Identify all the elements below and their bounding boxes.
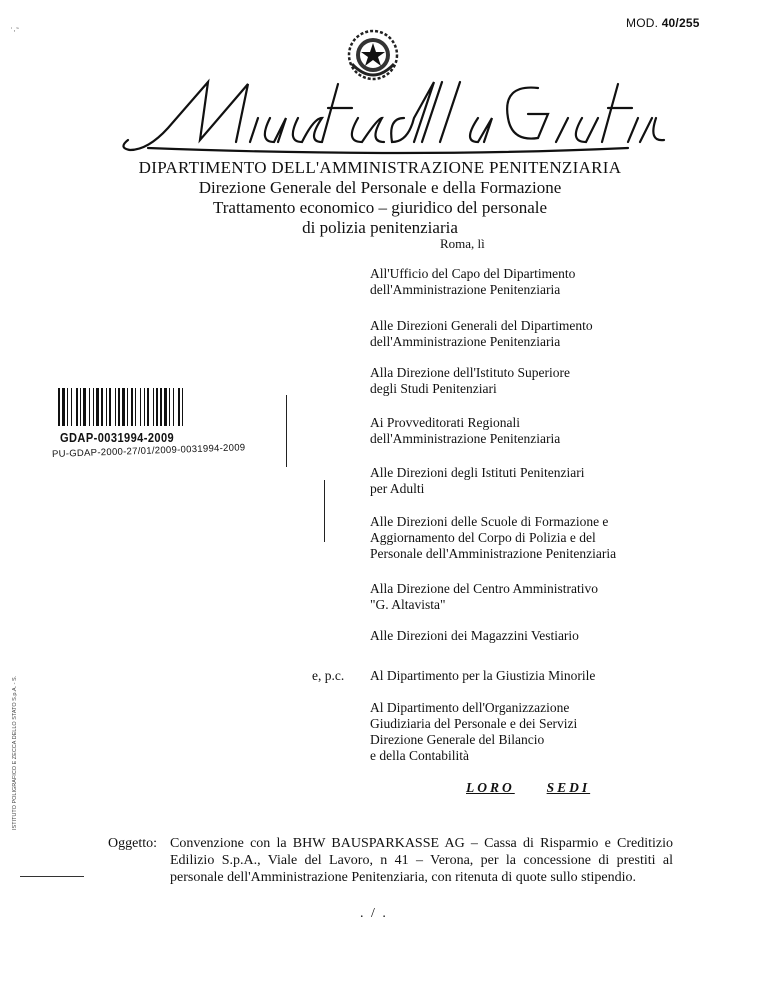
- barcode-number: GDAP-0031994-2009: [60, 430, 175, 445]
- barcode-bar: [164, 388, 167, 426]
- recipient-scuole-formazione: Alle Direzioni delle Scuole di Formazione e Aggiornamento del Corpo di Polizia e del Personale dell'Amministrazione Penitenziaria: [370, 514, 617, 561]
- recipient-organizzazione-giudiziaria: Al Dipartimento dell'Organizzazione Giudiziaria del Personale e dei Servizi Direzione Generale del Bilancio e della Contabilità: [370, 700, 578, 763]
- ministry-logotype: [108, 78, 668, 160]
- barcode-bar: [96, 388, 99, 426]
- barcode-bar: [106, 388, 107, 426]
- barcode-bar: [76, 388, 78, 426]
- barcode-bar: [67, 388, 68, 426]
- margin-line: [324, 480, 325, 542]
- recipient-istituto-superiore: Alla Direzione dell'Istituto Superiore degli Studi Penitenziari: [370, 365, 571, 396]
- recipient-centro-amministrativo: Alla Direzione del Centro Amministrativo "G. Altavista": [370, 581, 598, 612]
- barcode-bar: [127, 388, 128, 426]
- form-code: MOD. 40/255: [626, 16, 700, 30]
- epc-label: e, p.c.: [312, 668, 345, 683]
- stamp-divider: [286, 395, 287, 467]
- barcode-bar: [144, 388, 145, 426]
- barcode-bar: [178, 388, 180, 426]
- subtitle-line-3: di polizia penitenziaria: [302, 218, 458, 237]
- margin-dash: [20, 876, 84, 877]
- subject-block: [108, 835, 673, 886]
- barcode-bar: [173, 388, 174, 426]
- continuation-mark: . / .: [360, 906, 388, 921]
- barcode-bar: [115, 388, 116, 426]
- barcode-bar: [156, 388, 158, 426]
- subject-label: Oggetto:: [108, 836, 157, 851]
- printer-imprint: ISTITUTO POLIGRAFICO E ZECCA DELLO STATO S.p.A. - S.: [12, 675, 18, 830]
- barcode-bar: [62, 388, 65, 426]
- place-date: Roma, lì: [440, 236, 485, 251]
- recipient-direzioni-generali: Alle Direzioni Generali del Dipartimento dell'Amministrazione Penitenziaria: [370, 318, 593, 349]
- recipient-istituti-penitenziari: Alle Direzioni degli Istituti Penitenziari per Adulti: [370, 465, 585, 496]
- barcode-bar: [89, 388, 90, 426]
- barcode: [58, 388, 278, 426]
- loro-sedi: LORO SEDI: [466, 780, 591, 795]
- subtitle-line-1: Direzione Generale del Personale e della Formazione: [198, 178, 562, 197]
- barcode-bar: [131, 388, 133, 426]
- department-name: DIPARTIMENTO DELL'AMMINISTRAZIONE PENITENZIARIA: [138, 158, 622, 177]
- subject-text: Convenzione con la BHW BAUSPARKASSE AG – Cassa di Risparmio e Creditizio Edilizio S.p.A., Viale del Lavoro, n 41 – Verona, per la concessione di prestiti al personale dell'Amministrazione Penitenziaria, con ritenuta di quote sullo stipendio.: [170, 836, 673, 885]
- republic-emblem-icon: [346, 28, 400, 82]
- barcode-bar: [101, 388, 103, 426]
- barcode-bar: [140, 388, 141, 426]
- barcode-bar: [135, 388, 136, 426]
- recipient-capo-dipartimento: All'Ufficio del Capo del Dipartimento dell'Amministrazione Penitenziaria: [370, 266, 576, 297]
- barcode-bar: [118, 388, 120, 426]
- corner-specks: ˙·˜: [10, 26, 19, 36]
- barcode-bar: [169, 388, 170, 426]
- barcode-bar: [109, 388, 111, 426]
- barcode-bar: [58, 388, 60, 426]
- barcode-bar: [153, 388, 154, 426]
- recipient-magazzini-vestiario: Alle Direzioni dei Magazzini Vestiario: [370, 628, 579, 643]
- barcode-bar: [93, 388, 94, 426]
- subtitle-line-2: Trattamento economico – giuridico del personale: [212, 198, 548, 217]
- recipient-provveditorati: Ai Provveditorati Regionali dell'Amministrazione Penitenziaria: [370, 415, 561, 446]
- barcode-bar: [160, 388, 162, 426]
- barcode-bar: [83, 388, 86, 426]
- protocol-line: PU-GDAP-2000-27/01/2009-0031994-2009: [51, 442, 246, 460]
- barcode-bar: [147, 388, 149, 426]
- barcode-bar: [71, 388, 72, 426]
- barcode-bar: [80, 388, 81, 426]
- barcode-bar: [122, 388, 125, 426]
- recipient-giustizia-minorile: Al Dipartimento per la Giustizia Minorile: [370, 668, 596, 683]
- barcode-bar: [182, 388, 183, 426]
